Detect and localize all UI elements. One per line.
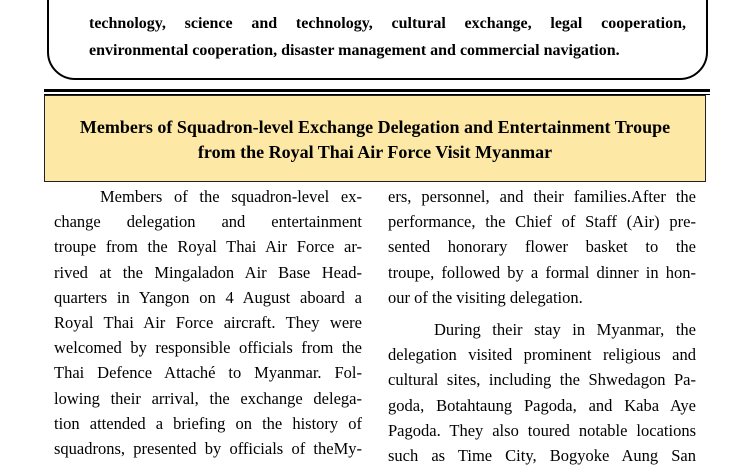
body-line: such as Time City, Bogyoke Aung San bbox=[388, 446, 696, 466]
body-line: quarters in Yangon on 4 August aboard a bbox=[54, 287, 362, 307]
body-line: Members of the squadron-level ex- bbox=[100, 187, 362, 206]
article-title-line-2: from the Royal Thai Air Force Visit Myanmar bbox=[197, 141, 553, 162]
body-line: rived at the Mingaladon Air Base Head- bbox=[54, 262, 362, 282]
body-line: goda, Botahtaung Pagoda, and Kaba Aye bbox=[388, 395, 696, 415]
article-title-line-1: Members of Squadron-level Exchange Delegation and Entertainment Troupe bbox=[79, 116, 671, 137]
body-line: tion attended a briefing on the history of bbox=[54, 413, 362, 433]
summary-box bbox=[47, 0, 708, 80]
article-column-right bbox=[388, 184, 696, 468]
body-line: During their stay in Myanmar, the bbox=[434, 320, 696, 340]
body-line: delegation visited prominent religious and bbox=[388, 345, 696, 365]
body-line: ers, personnel, and their families.After the bbox=[388, 187, 696, 206]
article-title-box bbox=[44, 95, 706, 182]
body-line: welcomed by responsible officials from the bbox=[54, 338, 362, 358]
body-line: Royal Thai Air Force aircraft. They were bbox=[54, 313, 362, 333]
body-line: change delegation and entertainment bbox=[54, 212, 362, 232]
body-line: lowing their arrival, the exchange delega- bbox=[54, 388, 362, 408]
summary-line: technology, science and technology, cultural exchange, legal cooperation, bbox=[89, 15, 686, 32]
body-line: cultural sites, including the Shwedagon Pa- bbox=[388, 370, 696, 390]
body-line: sented honorary flower basket to the bbox=[388, 237, 696, 257]
body-line: squadrons, presented by officials of theMy- bbox=[54, 439, 362, 459]
summary-line: environmental cooperation, disaster management and commercial navigation. bbox=[89, 42, 620, 59]
body-line: troupe from the Royal Thai Air Force ar- bbox=[54, 237, 362, 257]
body-line: our of the visiting delegation. bbox=[388, 287, 583, 307]
body-line: Pagoda. They also toured notable locations bbox=[388, 420, 696, 440]
article-column-left bbox=[54, 184, 362, 461]
body-line: Thai Defence Attaché to Myanmar. Fol- bbox=[54, 363, 362, 383]
body-line: performance, the Chief of Staff (Air) pre- bbox=[388, 212, 696, 232]
divider-rule bbox=[44, 89, 710, 92]
body-line: troupe, followed by a formal dinner in hon- bbox=[388, 262, 696, 282]
paragraph-gap bbox=[388, 310, 696, 317]
article-title bbox=[80, 113, 670, 165]
summary-text bbox=[89, 10, 686, 64]
